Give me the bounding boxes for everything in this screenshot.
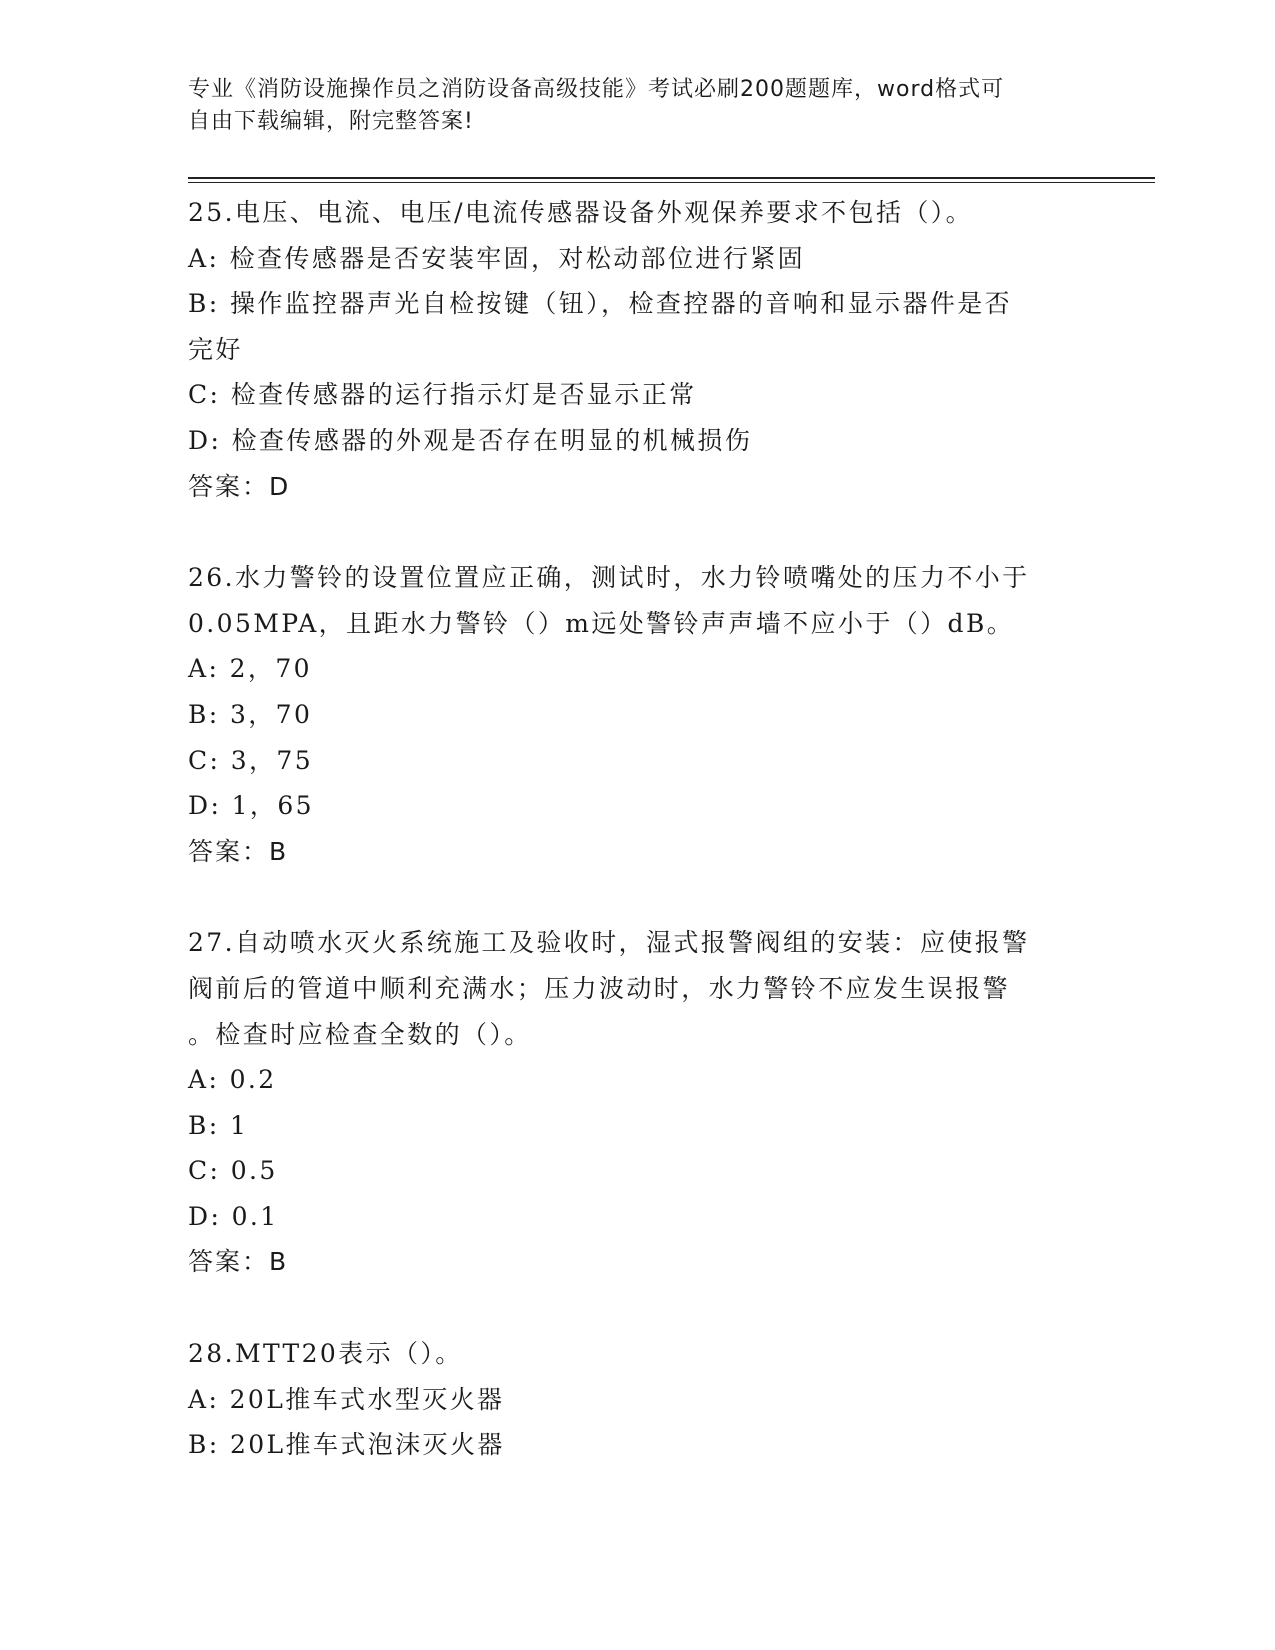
question-26: [188, 555, 1088, 874]
option-b: B: 20L推车式泡沫灭火器: [188, 1430, 505, 1460]
question-stem: 28.MTT20表示（）。: [188, 1339, 463, 1369]
header-line-1: 专业《消防设施操作员之消防设备高级技能》考试必刷200题题库，word格式可: [188, 77, 1005, 102]
question-27: [188, 920, 1088, 1285]
option-a: A: 20L推车式水型灭火器: [188, 1384, 505, 1414]
question-stem-continued: 。检查时应检查全数的（）。: [188, 1019, 532, 1049]
option-a: A: 检查传感器是否安装牢固，对松动部位进行紧固: [188, 243, 806, 273]
question-25: [188, 190, 1088, 509]
option-b: B: 3，70: [188, 699, 313, 729]
option-c: C: 0.5: [188, 1156, 278, 1186]
question-stem-continued: 阀前后的管道中顺利充满水；压力波动时，水力警铃不应发生误报警: [188, 973, 1011, 1003]
header-line-2: 自由下载编辑，附完整答案!: [188, 109, 474, 134]
question-stem: 26.水力警铃的设置位置应正确，测试时，水力铃喷嘴处的压力不小于: [188, 563, 1030, 593]
option-b: B: 1: [188, 1110, 249, 1140]
question-stem-continued: 0.05MPA，且距水力警铃（）m远处警铃声声墙不应小于（）dB。: [188, 608, 1015, 638]
option-d: D: 检查传感器的外观是否存在明显的机械损伤: [188, 425, 753, 455]
header-divider-thin: [188, 182, 1155, 183]
option-d: D: 0.1: [188, 1201, 279, 1231]
question-stem: 25.电压、电流、电压/电流传感器设备外观保养要求不包括（）。: [188, 198, 974, 227]
option-a: A: 0.2: [188, 1065, 277, 1095]
option-c: C: 检查传感器的运行指示灯是否显示正常: [188, 380, 697, 410]
answer: 答案：B: [188, 1247, 289, 1277]
question-28: [188, 1331, 1088, 1468]
question-stem: 27.自动喷水灭火系统施工及验收时，湿式报警阀组的安装：应使报警: [188, 928, 1030, 958]
document-header: [188, 74, 1088, 138]
answer: 答案：B: [188, 836, 289, 866]
question-list: [188, 190, 1088, 1468]
option-d: D: 1，65: [188, 791, 314, 821]
option-a: A: 2，70: [188, 654, 312, 684]
option-b: B: 操作监控器声光自检按键（钮），检查控器的音响和显示器件是否: [188, 289, 1013, 319]
option-b-continued: 完好: [188, 334, 243, 364]
header-divider-thick: [188, 177, 1155, 179]
option-c: C: 3，75: [188, 745, 314, 775]
answer: 答案：D: [188, 471, 291, 501]
